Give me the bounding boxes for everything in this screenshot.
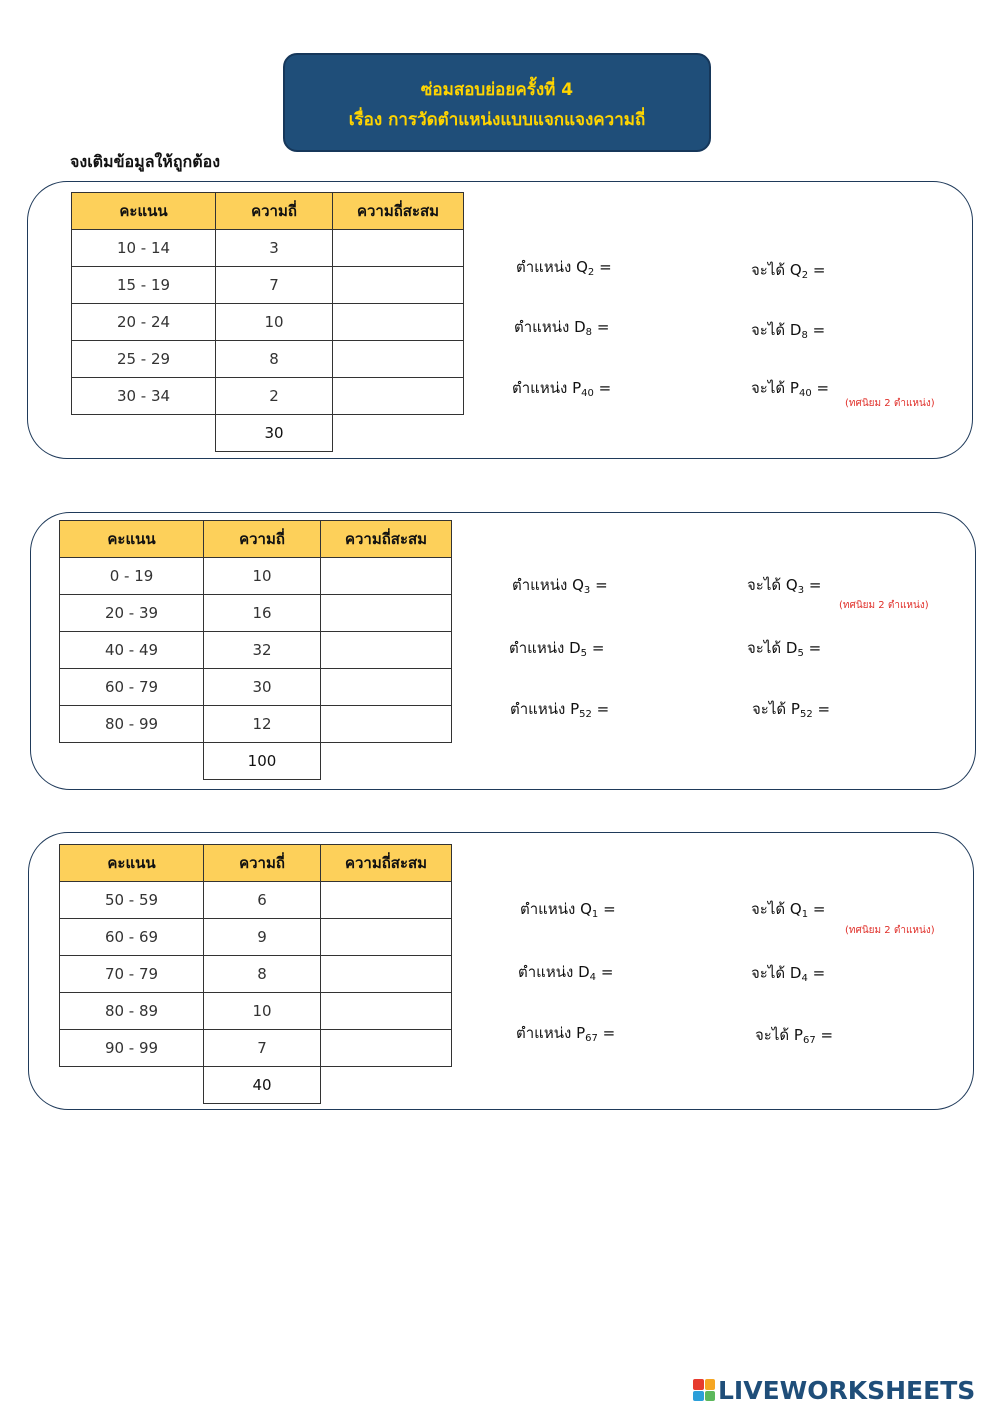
value-p67-label: จะได้ $P_{67}$ = — [755, 1026, 834, 1046]
table-row — [60, 632, 452, 669]
cumulative-input[interactable] — [333, 230, 464, 267]
cumulative-input[interactable] — [333, 378, 464, 415]
position-p40-label: ตำแหน่ง $P_{40}$ = — [512, 379, 612, 399]
liveworksheets-logo — [693, 1376, 975, 1404]
cumulative-input[interactable] — [321, 956, 452, 993]
cumulative-input[interactable] — [333, 341, 464, 378]
score-cell: 10 - 14 — [72, 230, 216, 267]
table-row — [72, 304, 464, 341]
title-line-2: เรื่อง การวัดตำแหน่งแบบแจกแจงความถี่ — [348, 110, 646, 130]
position-d5-label: ตำแหน่ง $D_5$ = — [509, 639, 605, 659]
table-row — [60, 993, 452, 1030]
table-row — [72, 267, 464, 304]
total-frequency: 100 — [204, 743, 321, 780]
value-p52-label: จะได้ $P_{52}$ = — [752, 700, 831, 720]
header-score: คะแนน — [72, 193, 216, 230]
decimal-note: (ทศนิยม 2 ตำแหน่ง) — [845, 925, 935, 936]
total-row — [72, 415, 464, 452]
frequency-cell: 2 — [216, 378, 333, 415]
frequency-cell: 16 — [204, 595, 321, 632]
frequency-table-3 — [59, 844, 452, 1104]
frequency-cell: 7 — [204, 1030, 321, 1067]
header-score: คะแนน — [60, 521, 204, 558]
frequency-cell: 10 — [204, 558, 321, 595]
table-row — [72, 378, 464, 415]
position-p52-label: ตำแหน่ง $P_{52}$ = — [510, 700, 610, 720]
value-d5-label: จะได้ $D_5$ = — [747, 639, 822, 659]
frequency-cell: 10 — [204, 993, 321, 1030]
header-cumulative-frequency: ความถี่สะสม — [321, 845, 452, 882]
value-q3-label: จะได้ $Q_3$ = — [747, 576, 822, 596]
frequency-table-2 — [59, 520, 452, 780]
header-frequency: ความถี่ — [204, 845, 321, 882]
header-cumulative-frequency: ความถี่สะสม — [333, 193, 464, 230]
decimal-note: (ทศนิยม 2 ตำแหน่ง) — [845, 398, 935, 409]
score-cell: 15 - 19 — [72, 267, 216, 304]
cumulative-input[interactable] — [321, 1030, 452, 1067]
title-line-1: ซ่อมสอบย่อยครั้งที่ 4 — [420, 80, 574, 100]
table-row — [60, 956, 452, 993]
header-frequency: ความถี่ — [216, 193, 333, 230]
score-cell: 60 - 69 — [60, 919, 204, 956]
total-row — [60, 1067, 452, 1104]
title-banner — [283, 53, 711, 152]
table-row — [60, 882, 452, 919]
table-row — [60, 919, 452, 956]
decimal-note: (ทศนิยม 2 ตำแหน่ง) — [839, 600, 929, 611]
cumulative-input[interactable] — [333, 267, 464, 304]
value-q1-label: จะได้ $Q_1$ = — [751, 900, 826, 920]
score-cell: 80 - 89 — [60, 993, 204, 1030]
score-cell: 90 - 99 — [60, 1030, 204, 1067]
frequency-cell: 7 — [216, 267, 333, 304]
score-cell: 50 - 59 — [60, 882, 204, 919]
instruction-text: จงเติมข้อมูลให้ถูกต้อง — [70, 152, 221, 171]
score-cell: 60 - 79 — [60, 669, 204, 706]
frequency-cell: 9 — [204, 919, 321, 956]
table-row — [72, 341, 464, 378]
frequency-cell: 8 — [216, 341, 333, 378]
cumulative-input[interactable] — [321, 558, 452, 595]
score-cell: 25 - 29 — [72, 341, 216, 378]
cumulative-input[interactable] — [321, 669, 452, 706]
cumulative-input[interactable] — [321, 595, 452, 632]
cumulative-input[interactable] — [321, 706, 452, 743]
frequency-table-1 — [71, 192, 464, 452]
total-row — [60, 743, 452, 780]
score-cell: 30 - 34 — [72, 378, 216, 415]
table-row — [60, 1030, 452, 1067]
value-q2-label: จะได้ $Q_2$ = — [751, 261, 826, 281]
frequency-cell: 8 — [204, 956, 321, 993]
table-row — [60, 706, 452, 743]
cumulative-input[interactable] — [321, 882, 452, 919]
position-q1-label: ตำแหน่ง $Q_1$ = — [520, 900, 616, 920]
table-row — [60, 595, 452, 632]
header-score: คะแนน — [60, 845, 204, 882]
position-p67-label: ตำแหน่ง $P_{67}$ = — [516, 1024, 616, 1044]
score-cell: 0 - 19 — [60, 558, 204, 595]
table-row — [60, 558, 452, 595]
table-row — [60, 669, 452, 706]
frequency-cell: 10 — [216, 304, 333, 341]
score-cell: 20 - 24 — [72, 304, 216, 341]
position-d4-label: ตำแหน่ง $D_4$ = — [518, 963, 614, 983]
position-d8-label: ตำแหน่ง $D_8$ = — [514, 318, 610, 338]
cumulative-input[interactable] — [321, 993, 452, 1030]
cumulative-input[interactable] — [333, 304, 464, 341]
frequency-cell: 12 — [204, 706, 321, 743]
frequency-cell: 30 — [204, 669, 321, 706]
position-q3-label: ตำแหน่ง $Q_3$ = — [512, 576, 608, 596]
total-frequency: 30 — [216, 415, 333, 452]
total-frequency: 40 — [204, 1067, 321, 1104]
cumulative-input[interactable] — [321, 919, 452, 956]
cumulative-input[interactable] — [321, 632, 452, 669]
value-p40-label: จะได้ $P_{40}$ = — [751, 379, 830, 399]
table-row — [72, 230, 464, 267]
brand-name: LIVEWORKSHEETS — [718, 1375, 976, 1405]
header-cumulative-frequency: ความถี่สะสม — [321, 521, 452, 558]
frequency-cell: 6 — [204, 882, 321, 919]
header-frequency: ความถี่ — [204, 521, 321, 558]
score-cell: 80 - 99 — [60, 706, 204, 743]
position-q2-label: ตำแหน่ง $Q_2$ = — [516, 258, 612, 278]
brand-grid-icon — [693, 1379, 715, 1401]
score-cell: 20 - 39 — [60, 595, 204, 632]
score-cell: 70 - 79 — [60, 956, 204, 993]
frequency-cell: 32 — [204, 632, 321, 669]
frequency-cell: 3 — [216, 230, 333, 267]
value-d4-label: จะได้ $D_4$ = — [751, 964, 826, 984]
score-cell: 40 - 49 — [60, 632, 204, 669]
value-d8-label: จะได้ $D_8$ = — [751, 321, 826, 341]
